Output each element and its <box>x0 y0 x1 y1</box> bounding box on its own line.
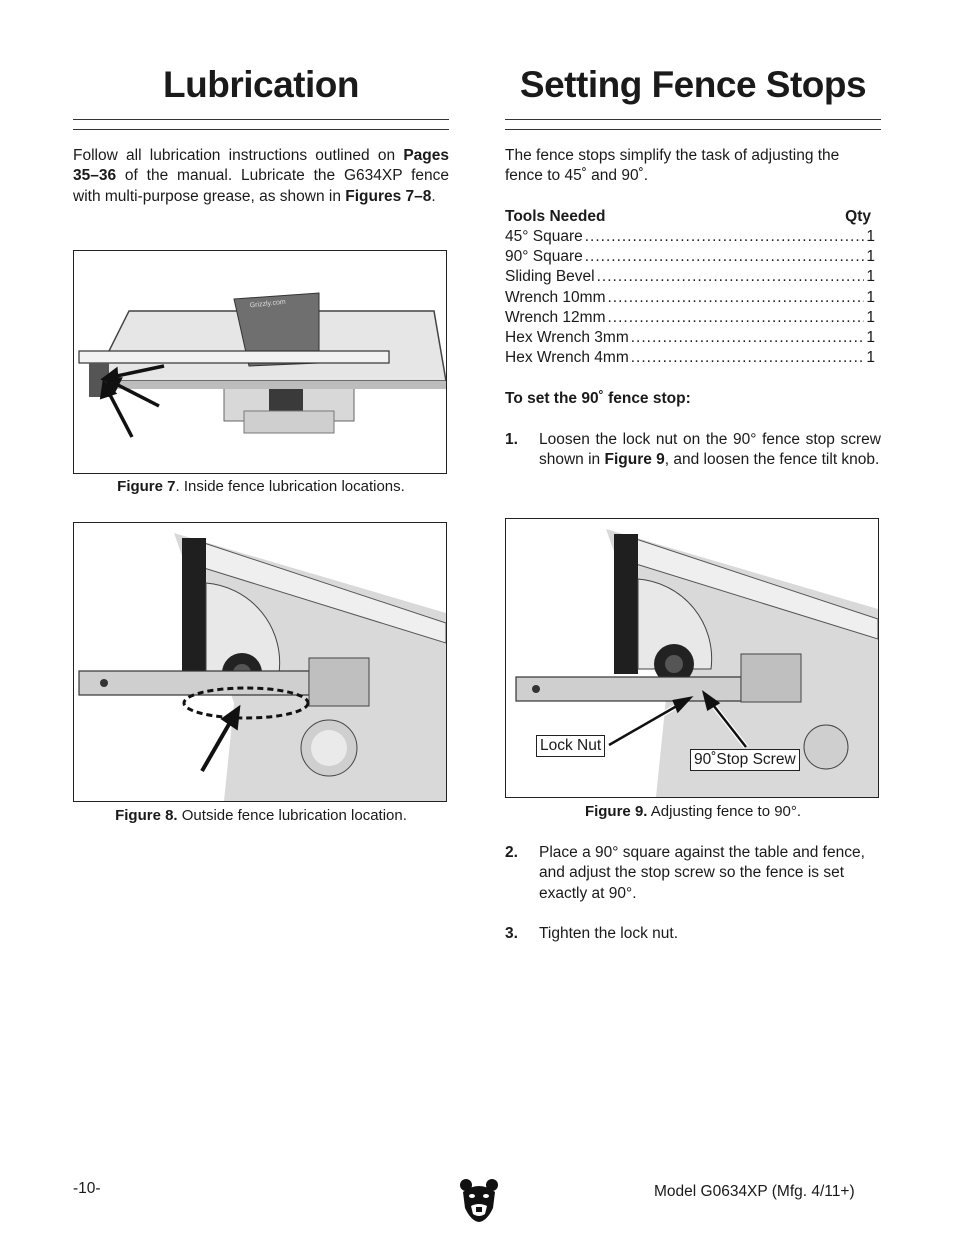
lubrication-intro <box>73 146 449 207</box>
step-number: 3. <box>505 925 518 942</box>
step-1-text-a: Loosen the lock nut on the 90° fence stop screw shown in <box>539 431 881 469</box>
figure-8-text: Outside fence lubrication location. <box>177 807 407 824</box>
figure-9-text: Adjusting fence to 90°. <box>647 803 802 820</box>
step-1 <box>505 430 881 471</box>
figure-9-image <box>505 518 879 798</box>
figure-7-text: . Inside fence lubrication locations. <box>175 478 405 495</box>
fence-stops-title: Setting Fence Stops <box>519 64 867 105</box>
tool-qty: 1 <box>866 248 875 266</box>
tools-needed-list <box>505 206 875 368</box>
figures-reference: Figures 7–8 <box>345 187 432 205</box>
tool-name: Hex Wrench 4mm <box>505 349 629 367</box>
leader-dots <box>585 247 865 267</box>
figure-9-reference: Figure 9 <box>604 451 665 469</box>
fence-stops-intro: The fence stops simplify the task of adjusting the fence to 45˚ and 90˚. <box>505 147 840 185</box>
tools-header-qty: Qty <box>845 208 871 225</box>
figure-8-label: Figure 8. <box>115 807 178 824</box>
tool-qty: 1 <box>866 349 875 367</box>
tool-name: 90° Square <box>505 248 583 266</box>
tool-qty: 1 <box>866 228 875 245</box>
title-rule-top <box>505 119 881 120</box>
tool-row <box>505 267 875 287</box>
title-rule-bottom <box>73 129 449 130</box>
tool-row <box>505 288 875 308</box>
figure-7-caption <box>73 478 449 495</box>
tool-row <box>505 227 875 247</box>
step-2 <box>505 843 881 904</box>
pages-reference: Pages 35–36 <box>73 147 449 185</box>
leader-dots <box>631 348 865 368</box>
title-rule-top <box>73 119 449 120</box>
step-text <box>539 430 881 471</box>
figure-7-label: Figure 7 <box>117 478 176 495</box>
step-text: Tighten the lock nut. <box>539 925 679 942</box>
step-number: 1. <box>505 431 518 448</box>
leader-dots <box>608 308 865 328</box>
intro-text-1: Follow all lubrication instructions outlined on <box>73 147 404 164</box>
figure-9-caption <box>505 803 881 820</box>
leader-dots <box>631 328 865 348</box>
page-number: -10- <box>73 1180 101 1197</box>
figure-7-image <box>73 250 447 474</box>
tools-header <box>505 206 875 227</box>
tool-row <box>505 328 875 348</box>
tool-row <box>505 308 875 328</box>
leader-dots <box>608 288 865 308</box>
tool-name: Sliding Bevel <box>505 268 595 286</box>
figure-8-caption <box>73 807 449 824</box>
tool-qty: 1 <box>866 288 875 306</box>
model-footer: Model G0634XP (Mfg. 4/11+) <box>654 1183 855 1200</box>
tool-name: Wrench 10mm <box>505 288 606 306</box>
title-rule-bottom <box>505 129 881 130</box>
step-1-text-b: , and loosen the fence tilt knob. <box>664 451 880 469</box>
tool-name: Hex Wrench 3mm <box>505 328 629 346</box>
tool-name: Wrench 12mm <box>505 308 606 326</box>
step-3 <box>505 924 881 944</box>
leader-dots <box>585 227 865 247</box>
step-text: Place a 90° square against the table and fence, and adjust the stop screw so the fence is set exactly at 90°. <box>539 844 865 902</box>
intro-text-3: . <box>431 187 436 205</box>
leader-dots <box>597 267 865 287</box>
tool-qty: 1 <box>866 328 875 346</box>
tools-header-name: Tools Needed <box>505 208 606 225</box>
bear-head-icon <box>459 1178 499 1222</box>
stop-screw-callout: 90˚Stop Screw <box>690 749 800 771</box>
fence-brand-text: Grizzly.com <box>249 298 287 310</box>
tool-row <box>505 247 875 267</box>
step-number: 2. <box>505 844 518 861</box>
tool-qty: 1 <box>866 308 875 326</box>
lock-nut-callout: Lock Nut <box>536 735 605 757</box>
figure-9-label: Figure 9. <box>584 803 648 820</box>
figure-8-image <box>73 522 447 802</box>
tool-qty: 1 <box>866 268 875 286</box>
lubrication-title: Lubrication <box>163 64 359 105</box>
procedure-subhead: To set the 90˚ fence stop: <box>505 390 691 407</box>
tool-name: 45° Square <box>505 228 583 245</box>
tool-row <box>505 348 875 368</box>
intro-text-2: of the manual. Lubricate the G634XP fence with multi-purpose grease, as shown in <box>73 167 449 205</box>
